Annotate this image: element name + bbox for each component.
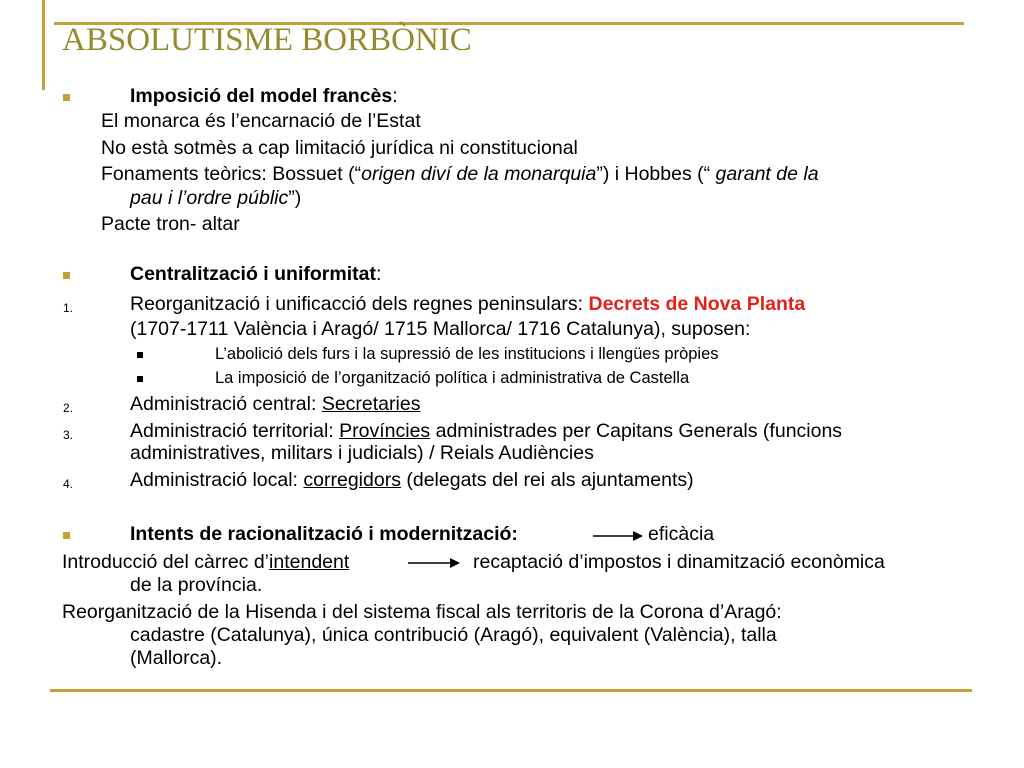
list-number: 1.	[63, 301, 74, 315]
text-line: El monarca és l’encarnació de l’Estat	[101, 110, 421, 132]
text-line: recaptació d’impostos i dinamització econòmica	[473, 551, 885, 573]
list-item-continuation: administratives, militars i judicials) / Reials Audiències	[130, 442, 594, 464]
text-line: (Mallorca).	[130, 647, 223, 669]
list-number: 2.	[63, 401, 74, 415]
result-label: eficàcia	[648, 523, 715, 545]
text-line: Fonaments teòrics: Bossuet (“origen diví de la monarquia”) i Hobbes (“ garant de la	[101, 163, 819, 185]
sub-bullet	[137, 376, 143, 382]
text-line: cadastre (Catalunya), única contribució (Aragó), equivalent (València), talla	[130, 624, 777, 646]
text-line: Reorganització de la Hisenda i del sistema fiscal als territoris de la Corona d’Aragó:	[62, 601, 782, 623]
arrow-right-icon	[593, 530, 643, 542]
section-heading: Imposició del model francès:	[130, 85, 398, 107]
text-line: Pacte tron- altar	[101, 213, 240, 235]
text-line: No està sotmès a cap limitació jurídica ni constitucional	[101, 137, 578, 159]
section-heading: Centralització i uniformitat:	[130, 263, 382, 285]
section-heading: Intents de racionalització i modernització:	[130, 523, 518, 545]
sub-list-item: L’abolició dels furs i la supressió de les institucions i llengües pròpies	[215, 345, 719, 363]
section-bullet	[63, 532, 70, 539]
list-item: Reorganització i unificacció dels regnes peninsulars: Decrets de Nova Planta	[130, 293, 806, 315]
sub-list-item: La imposició de l’organització política i administrativa de Castella	[215, 369, 690, 387]
section-bullet	[63, 94, 70, 101]
page-title: ABSOLUTISME BORBÒNIC	[62, 22, 472, 58]
list-item: Administració territorial: Províncies administrades per Capitans Generals (funcions	[130, 420, 843, 442]
sub-bullet	[137, 352, 143, 358]
text-line: pau i l’ordre públic”)	[130, 187, 302, 209]
bottom-rule	[50, 689, 972, 692]
list-number: 3.	[63, 428, 74, 442]
list-item: Administració local: corregidors (delegats del rei als ajuntaments)	[130, 469, 694, 491]
list-item: Administració central: Secretaries	[130, 393, 421, 415]
text-line: de la província.	[130, 574, 263, 596]
text-line: Introducció del càrrec d’intendent	[62, 551, 350, 573]
list-item-continuation: (1707-1711 València i Aragó/ 1715 Mallorca/ 1716 Catalunya), suposen:	[130, 318, 751, 340]
arrow-right-icon	[408, 557, 460, 569]
section-bullet	[63, 272, 70, 279]
left-rule	[42, 0, 45, 90]
list-number: 4.	[63, 477, 74, 491]
